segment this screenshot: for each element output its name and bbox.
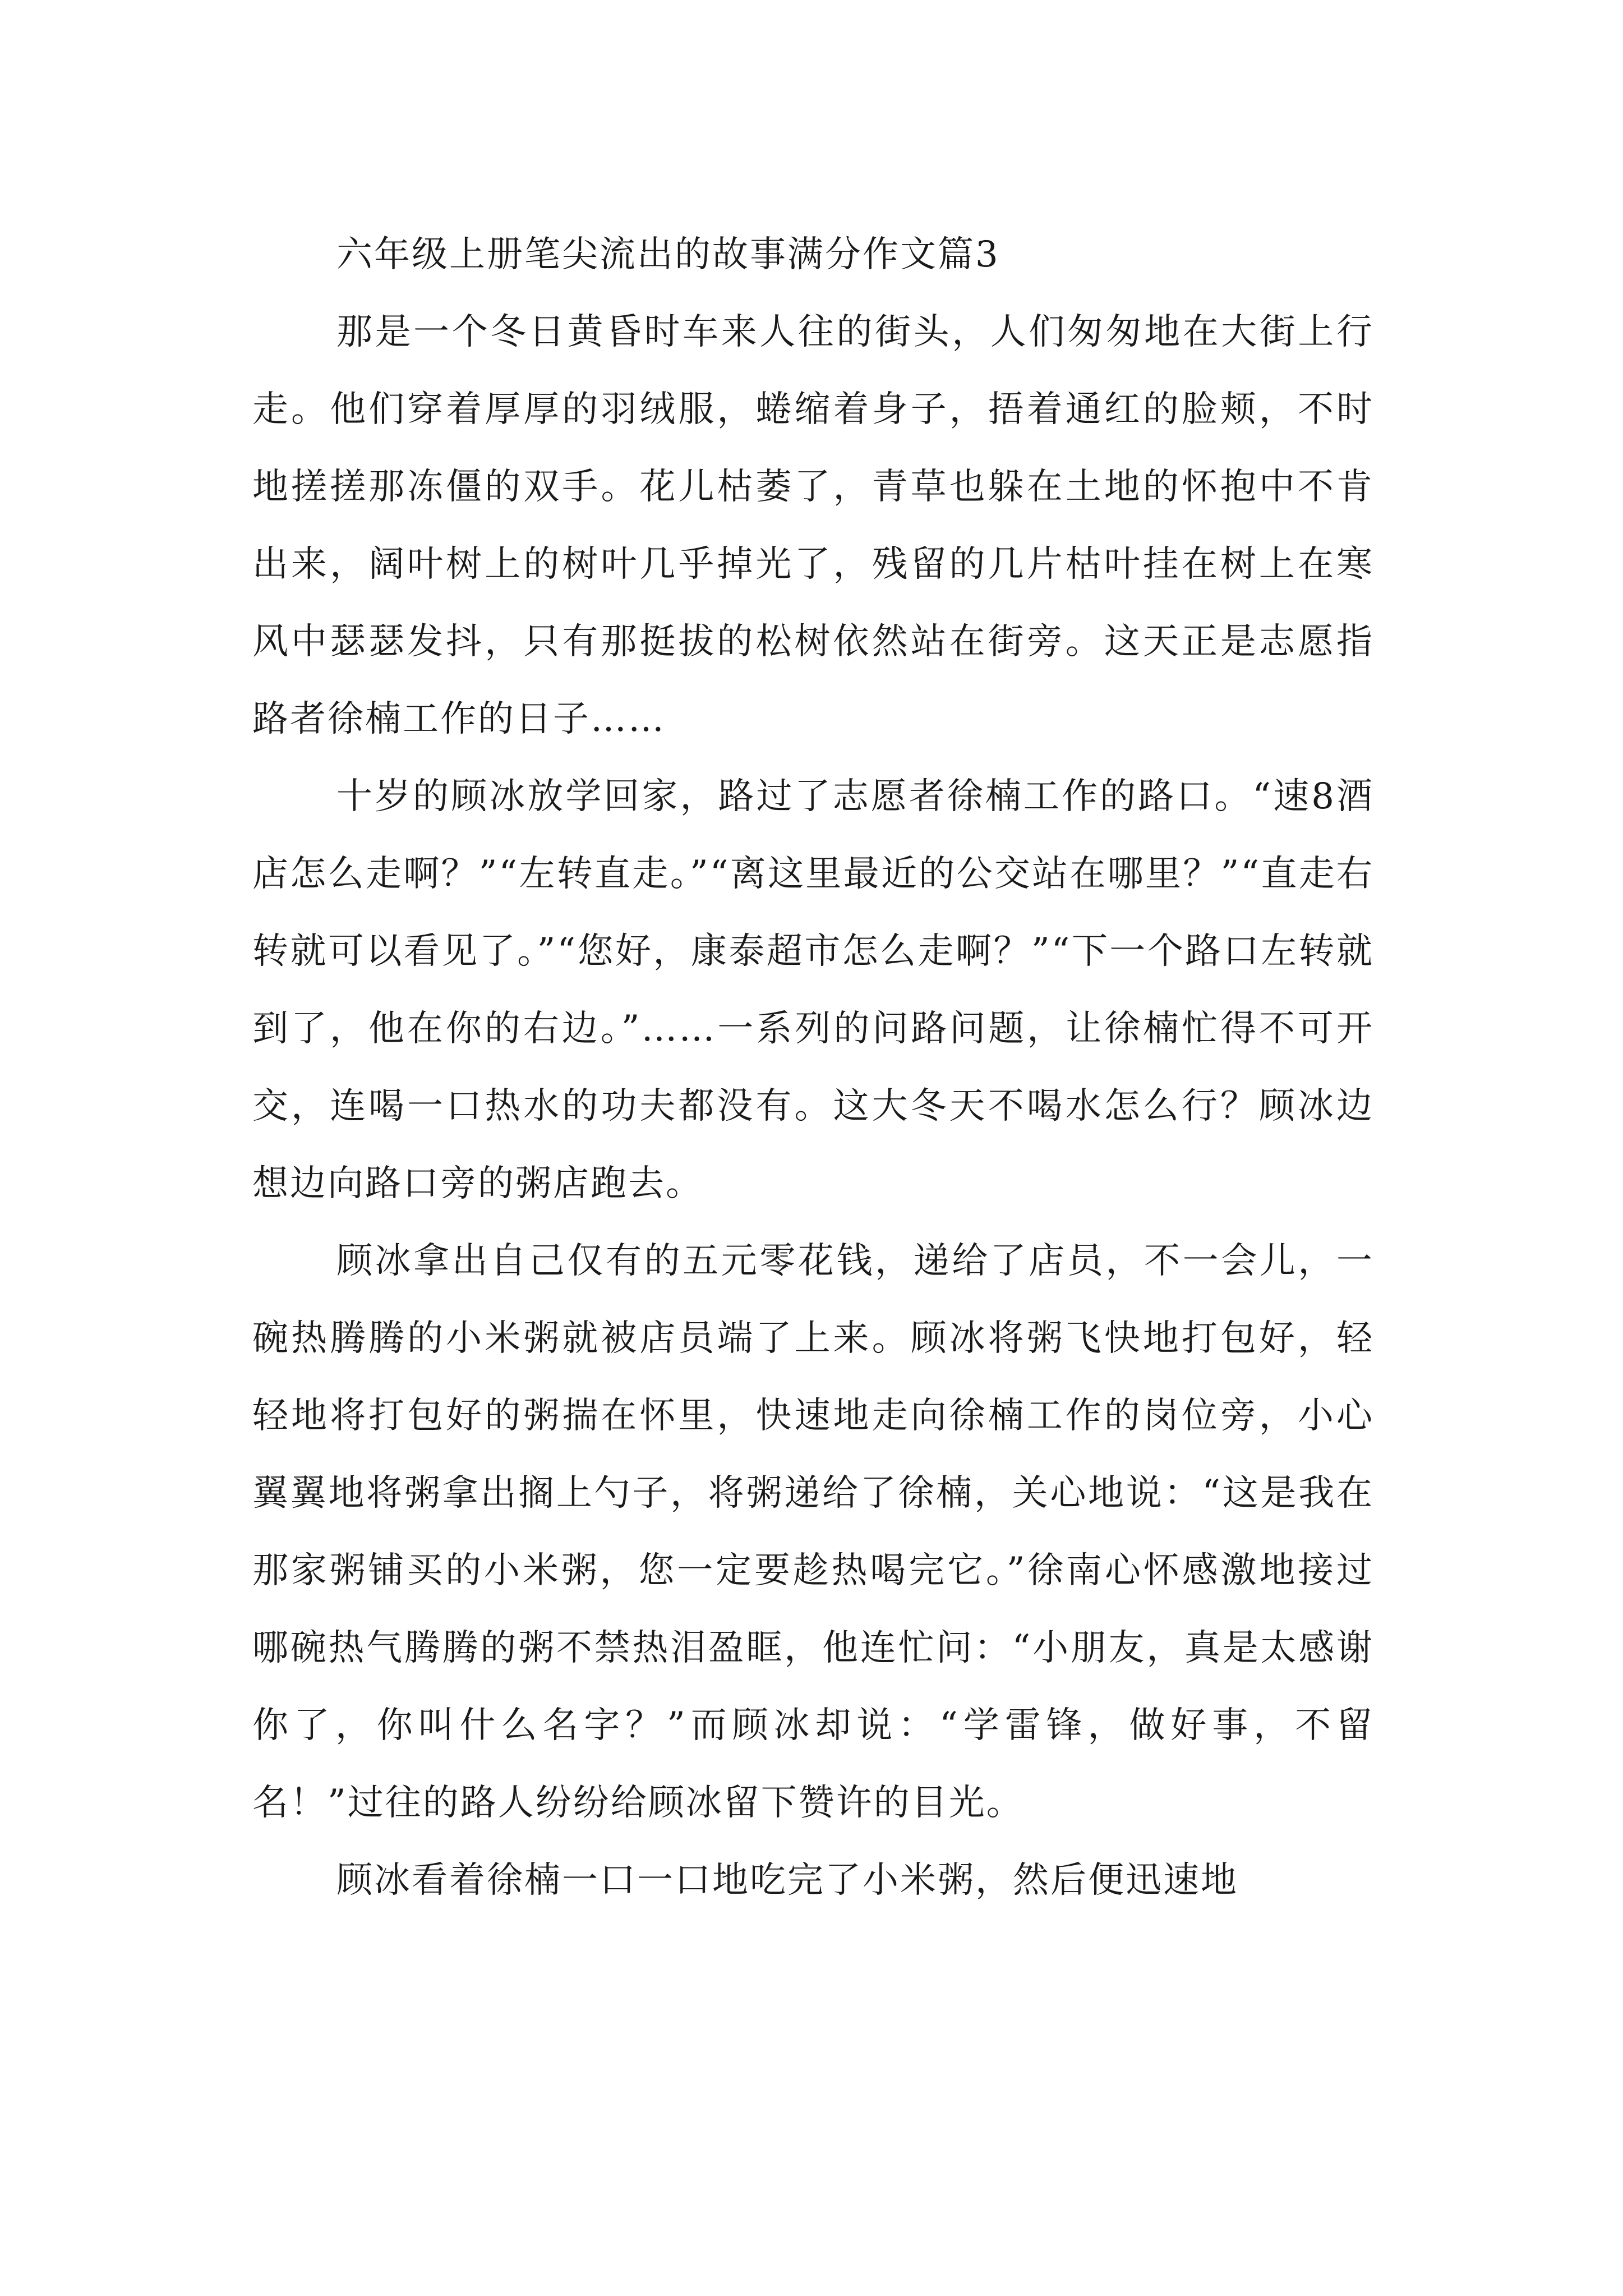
- document-body: [252, 216, 1374, 1919]
- paragraph-1: 那是一个冬日黄昏时车来人往的街头，人们匆匆地在大街上行走。他们穿着厚厚的羽绒服，蜷缩着身子，捂着通红的脸颊，不时地搓搓那冻僵的双手。花儿枯萎了，青草也躲在土地的怀抱中不肯出来，阔叶树上的树叶几乎掉光了，残留的几片枯叶挂在树上在寒风中瑟瑟发抖，只有那挺拔的松树依然站在街旁。这天正是志愿指路者徐楠工作的日子……: [252, 311, 1374, 740]
- paragraph-2: 十岁的顾冰放学回家，路过了志愿者徐楠工作的路口。“速8酒店怎么走啊？”“左转直走。”“离这里最近的公交站在哪里？”“直走右转就可以看见了。”“您好，康泰超市怎么走啊？”“下一个路口左转就到了，他在你的右边。”……一系列的问路问题，让徐楠忙得不可开交，连喝一口热水的功夫都没有。这大冬天不喝水怎么行？顾冰边想边向路口旁的粥店跑去。: [252, 776, 1374, 1204]
- document-title: 六年级上册笔尖流出的故事满分作文篇3: [336, 234, 1000, 275]
- paragraph-3: 顾冰拿出自己仅有的五元零花钱，递给了店员，不一会儿，一碗热腾腾的小米粥就被店员端了上来。顾冰将粥飞快地打包好，轻轻地将打包好的粥揣在怀里，快速地走向徐楠工作的岗位旁，小心翼翼地将粥拿出搁上勺子，将粥递给了徐楠，关心地说：“这是我在那家粥铺买的小米粥，您一定要趁热喝完它。”徐南心怀感激地接过哪碗热气腾腾的粥不禁热泪盈眶，他连忙问：“小朋友，真是太感谢你了，你叫什么名字？”而顾冰却说：“学雷锋，做好事，不留名！”过往的路人纷纷给顾冰留下赞许的目光。: [252, 1240, 1374, 1824]
- paragraph-4: 顾冰看着徐楠一口一口地吃完了小米粥，然后便迅速地: [336, 1860, 1238, 1901]
